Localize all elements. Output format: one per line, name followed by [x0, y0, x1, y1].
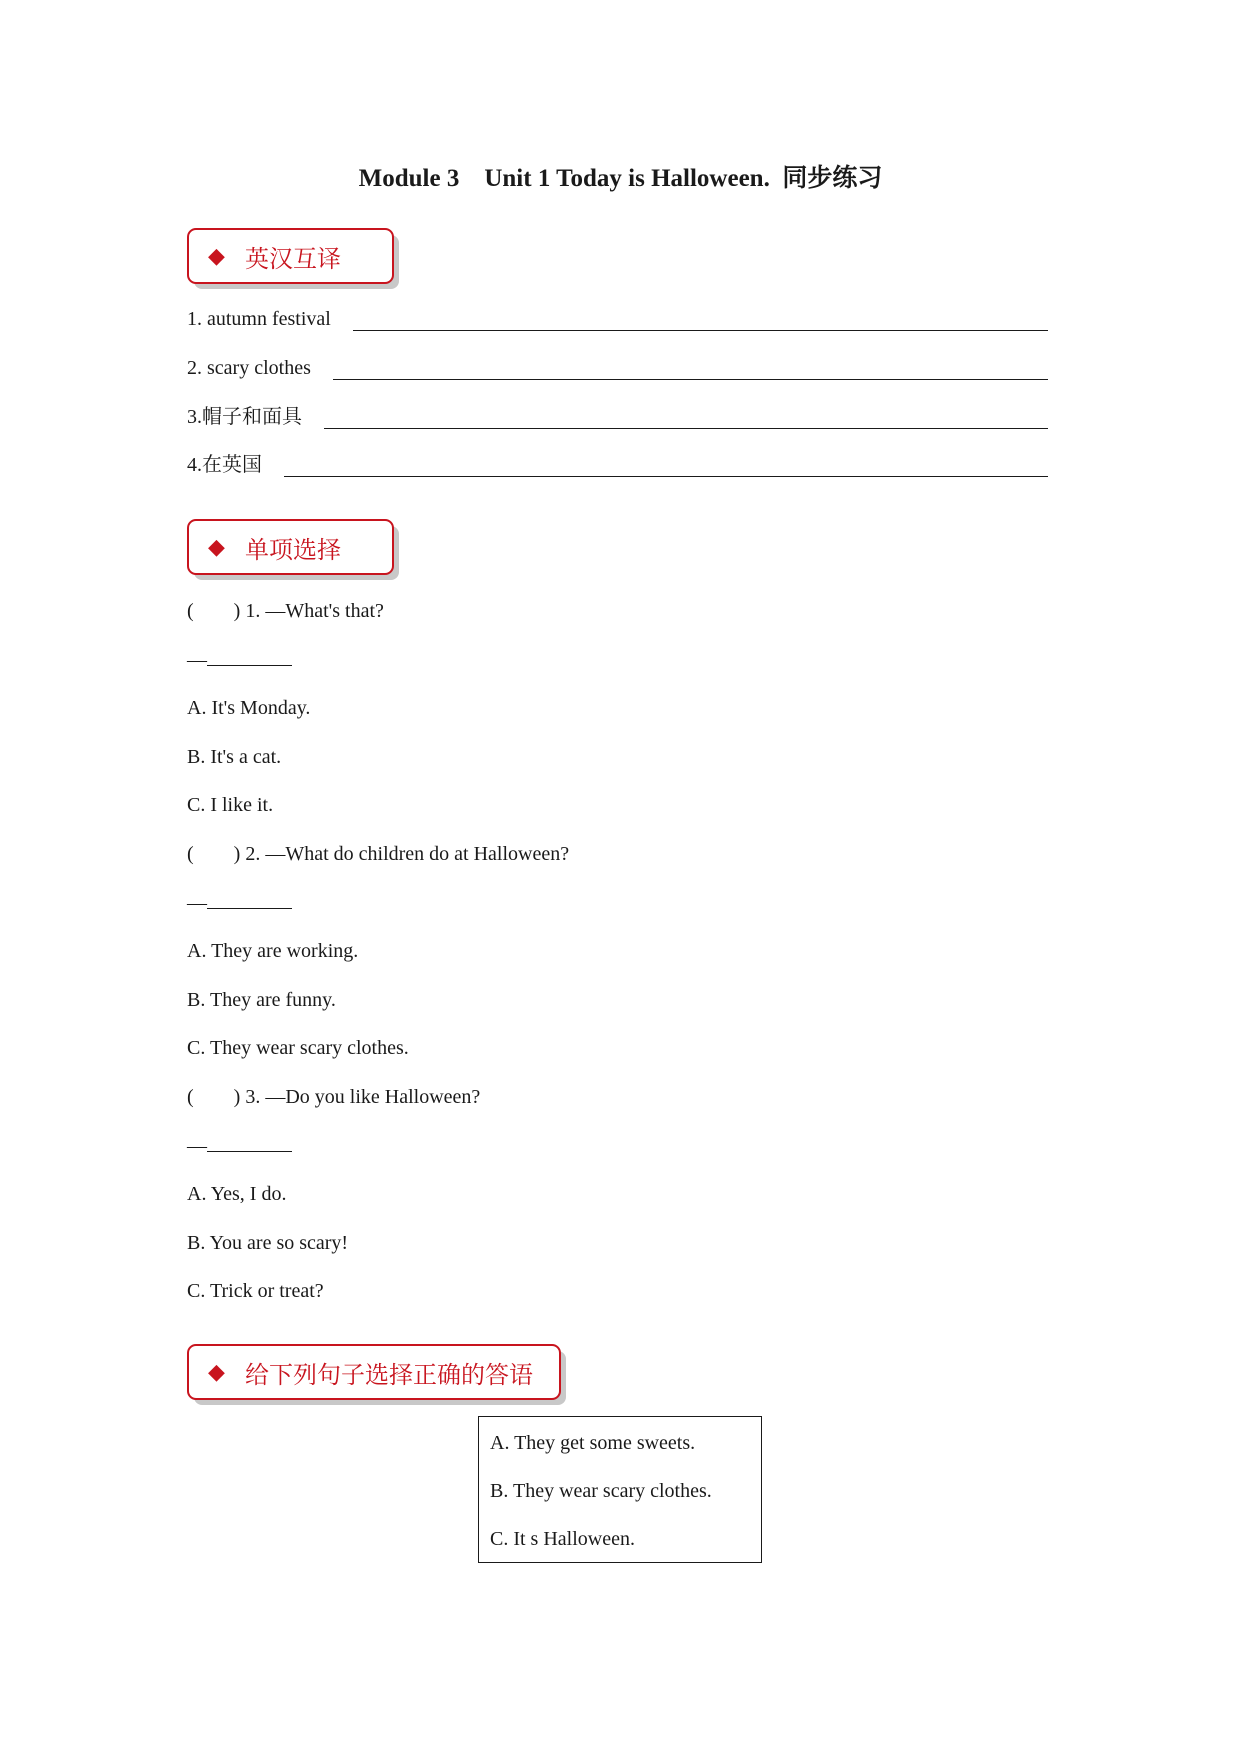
answer-line[interactable]: [284, 454, 1048, 477]
question-stem: [187, 842, 569, 866]
translation-item: [187, 453, 1048, 477]
answer-blank[interactable]: [207, 1133, 292, 1152]
question-text: ) 2. —What do children do at Halloween?: [233, 843, 570, 865]
section-title: 给下列句子选择正确的答语: [245, 1360, 533, 1389]
answer-line[interactable]: [353, 308, 1048, 331]
question-text: ) 1. —What's that?: [233, 600, 384, 622]
section-header-choice: [187, 519, 394, 575]
option: B. They are funny.: [187, 989, 336, 1011]
question-text: ) 3. —Do you like Halloween?: [233, 1086, 481, 1108]
answer-dash: —: [187, 649, 207, 671]
answer-line: [187, 1133, 292, 1158]
answer-options-box: [478, 1416, 762, 1563]
answer-blank[interactable]: [207, 890, 292, 909]
question-stem: [187, 1085, 480, 1109]
section-title: 英汉互译: [245, 244, 341, 273]
diamond-icon: ◆: [208, 1359, 225, 1385]
option: B. It's a cat.: [187, 746, 282, 768]
bracket-open: (: [187, 843, 194, 865]
answer-option: B. They wear scary clothes.: [490, 1480, 712, 1502]
translation-prompt: 1. autumn festival: [187, 308, 331, 330]
translation-item: [187, 405, 1048, 429]
section-header-match: [187, 1344, 561, 1400]
translation-item: [187, 307, 1048, 331]
answer-option: A. They get some sweets.: [490, 1432, 696, 1454]
translation-prompt: 3.帽子和面具: [187, 406, 302, 428]
translation-prompt: 2. scary clothes: [187, 357, 311, 379]
answer-blank[interactable]: [207, 647, 292, 666]
translation-prompt: 4.在英国: [187, 454, 262, 476]
answer-dash: —: [187, 1135, 207, 1157]
answer-line[interactable]: [333, 357, 1048, 380]
section-title: 单项选择: [245, 535, 341, 564]
diamond-icon: ◆: [208, 534, 225, 560]
option: C. They wear scary clothes.: [187, 1037, 409, 1059]
diamond-icon: ◆: [208, 243, 225, 269]
bracket-open: (: [187, 1086, 194, 1108]
option: C. I like it.: [187, 794, 274, 816]
answer-line[interactable]: [324, 406, 1048, 429]
answer-option: C. It s Halloween.: [490, 1528, 635, 1550]
answer-dash: —: [187, 892, 207, 914]
option: A. Yes, I do.: [187, 1183, 287, 1205]
option: C. Trick or treat?: [187, 1280, 324, 1302]
translation-item: [187, 356, 1048, 380]
bracket-open: (: [187, 600, 194, 622]
answer-line: [187, 647, 292, 672]
option: A. It's Monday.: [187, 697, 311, 719]
question-stem: [187, 599, 384, 623]
answer-line: [187, 890, 292, 915]
option: A. They are working.: [187, 940, 359, 962]
page-title: Module 3 Unit 1 Today is Halloween. 同步练习: [358, 165, 883, 192]
option: B. You are so scary!: [187, 1232, 349, 1254]
section-header-translation: [187, 228, 394, 284]
